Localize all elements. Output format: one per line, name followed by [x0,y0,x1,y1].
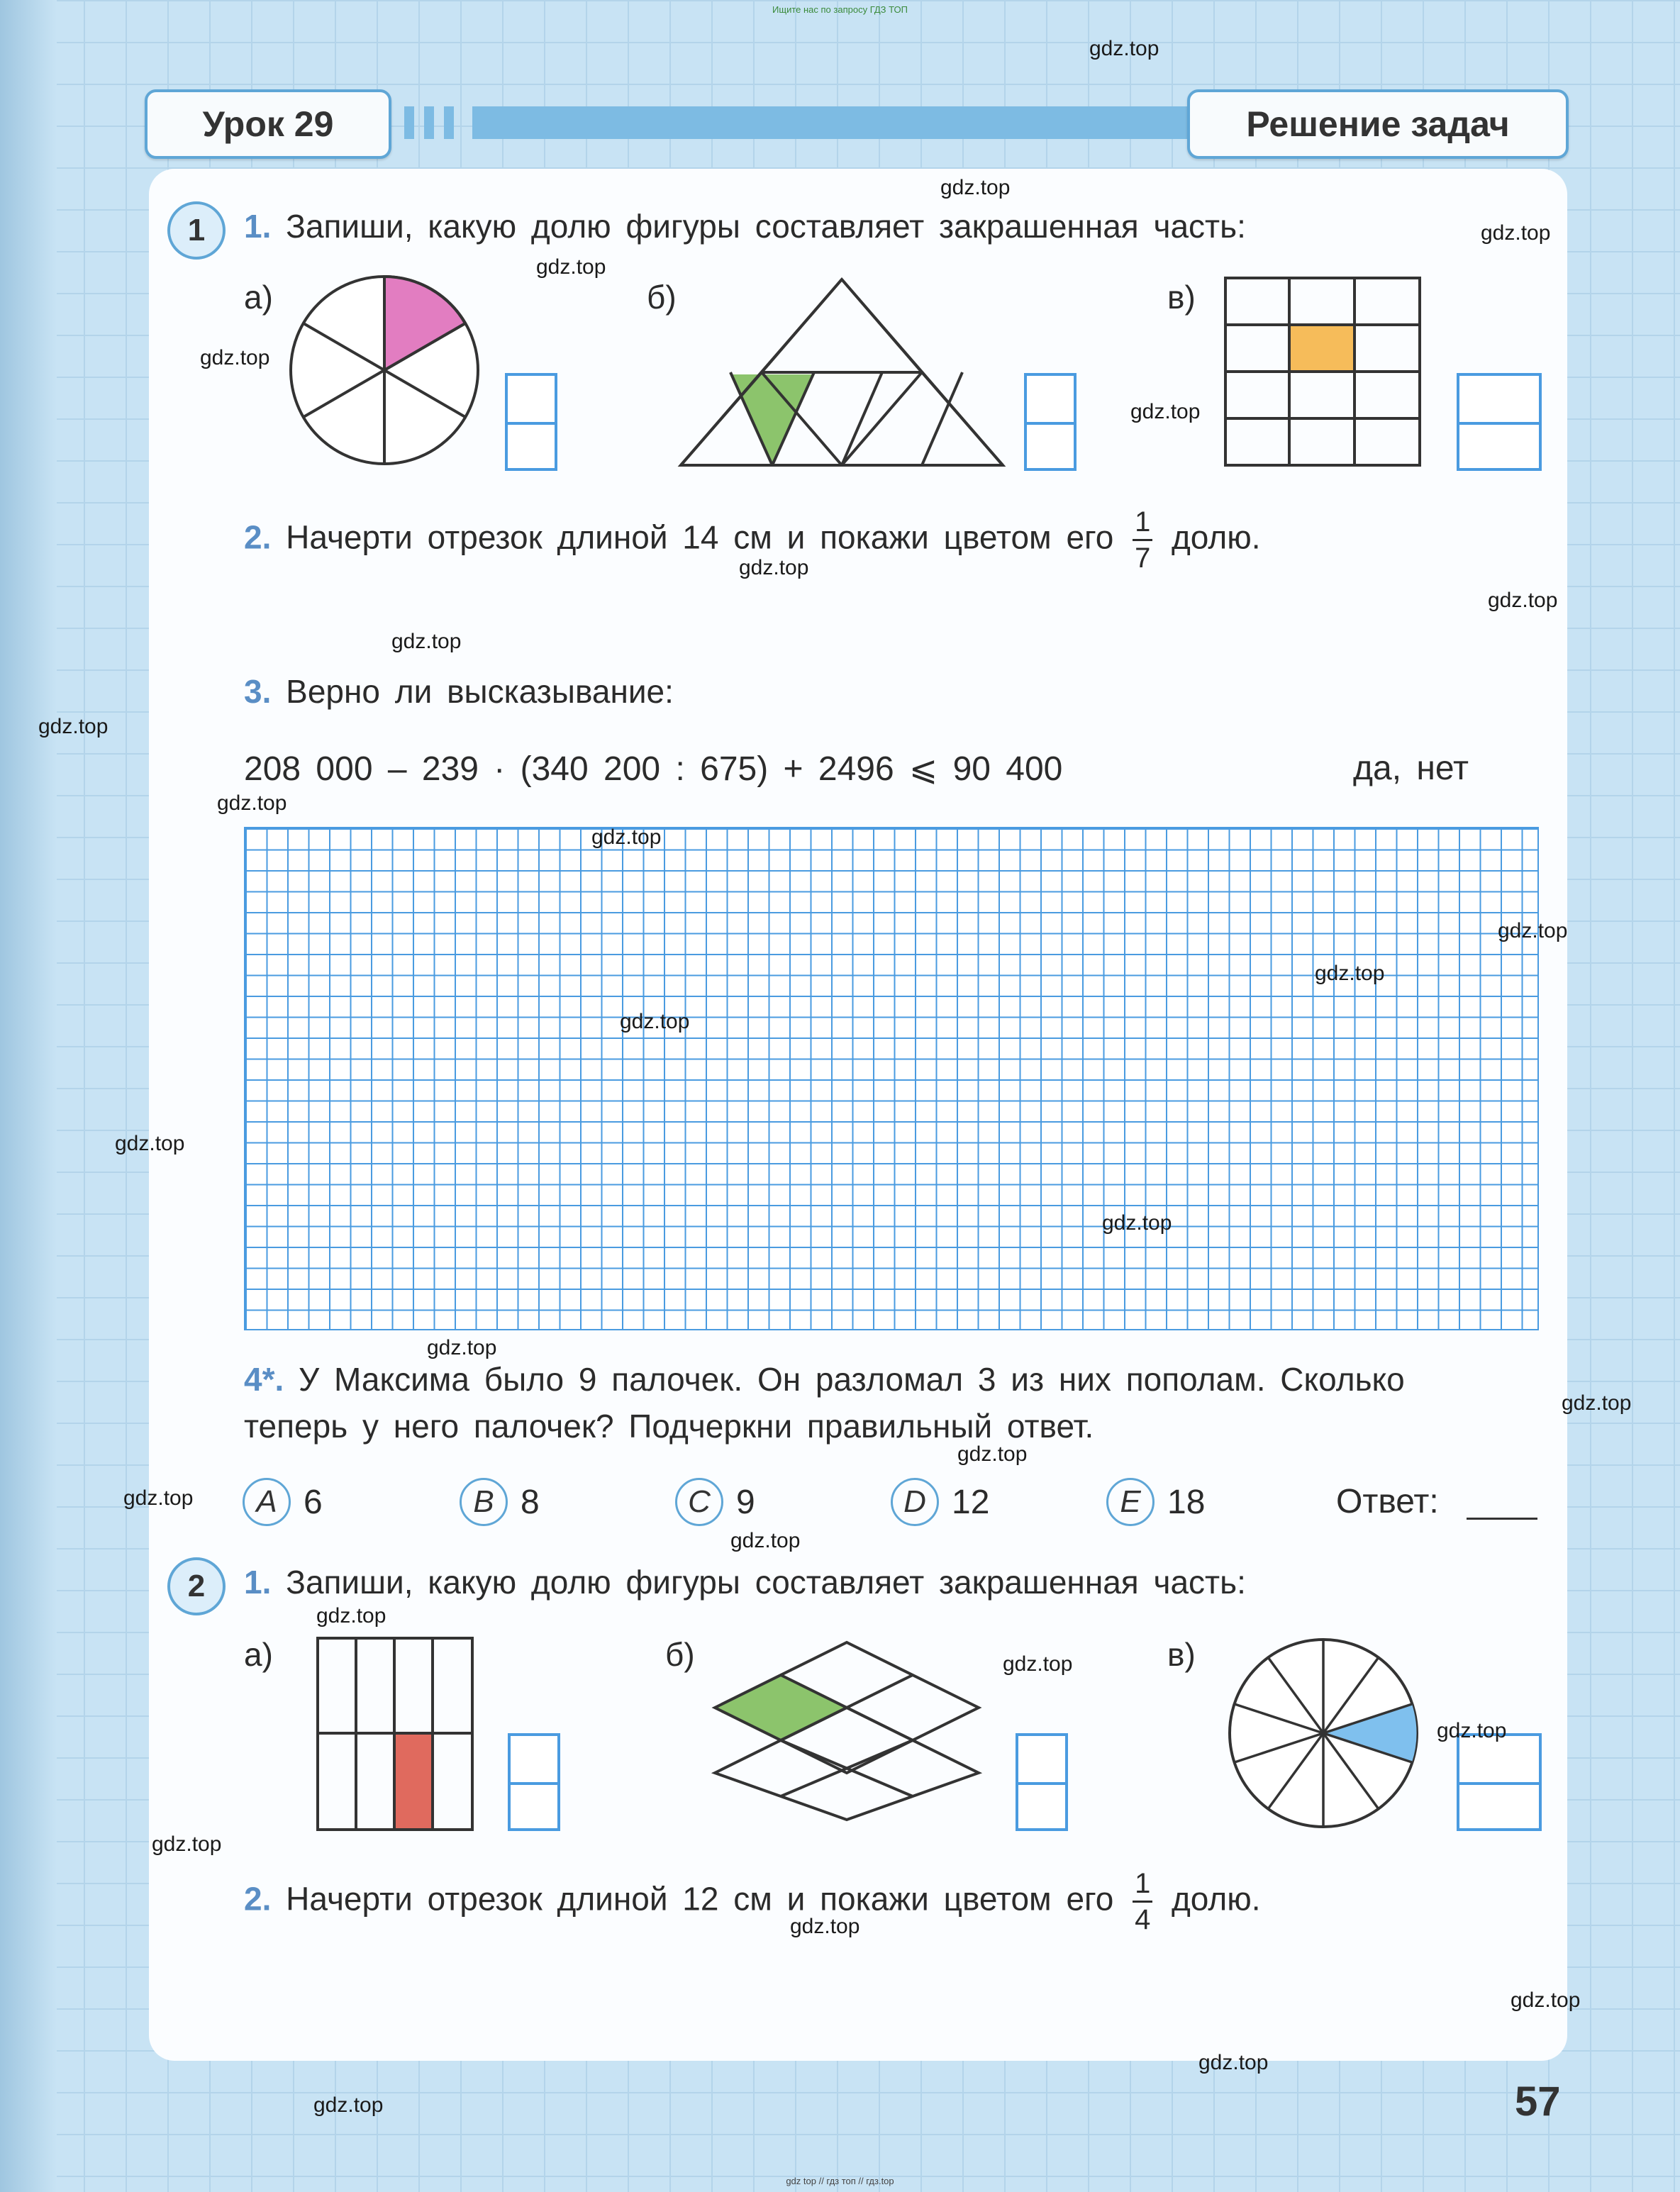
option-value: 9 [736,1483,755,1521]
grid-figure [1223,275,1424,468]
answer-line[interactable] [1467,1518,1537,1520]
yes-no-choices[interactable]: да, нет [1353,750,1469,787]
fraction-numerator: 1 [1135,506,1151,538]
option-letter: E [1106,1478,1155,1526]
watermark: gdz.top [1481,221,1551,245]
figure-label-a: а) [244,279,273,316]
task-text [244,207,1246,245]
fraction-denominator: 7 [1135,543,1151,574]
watermark: gdz.top [940,176,1011,199]
figure-label-v: в) [1167,1636,1196,1673]
fraction-numerator: 1 [1135,1868,1151,1899]
fraction [1133,1869,1152,1934]
answer-fraction-box[interactable] [1457,1733,1542,1831]
page-number: 57 [1515,2079,1561,2125]
watermark: gdz.top [957,1442,1028,1466]
topic-label: Решение задач [1187,89,1569,159]
watermark: gdz.top [1562,1391,1632,1415]
rhombus-figure [709,1638,986,1825]
task-text-line2: теперь у него палочек? Подчеркни правильный ответ. [244,1408,1094,1445]
task-text [244,1563,1246,1601]
header-stripe [444,106,454,139]
task-statement-end: долю. [1171,518,1261,556]
option-letter: C [675,1478,723,1526]
answer-label: Ответ: [1336,1483,1439,1520]
watermark: gdz.top [1003,1652,1073,1676]
answer-option[interactable] [460,1478,540,1526]
task-statement: Запиши, какую долю фигуры составляет закрашенная часть: [286,1564,1246,1601]
answer-option[interactable] [675,1478,755,1526]
watermark: gdz.top [1102,1211,1172,1235]
task-number: 1. [244,208,272,245]
task-statement: У Максима было 9 палочек. Он разломал 3 из них пополам. Сколько [299,1361,1405,1398]
task-statement: Начерти отрезок длиной 14 см и покажи цветом его [286,518,1114,556]
watermark: gdz.top [1488,589,1558,612]
shaded-rhombus [715,1675,847,1740]
fraction [1133,508,1152,572]
task-statement-end: долю. [1171,1880,1261,1918]
task-statement: Начерти отрезок длиной 12 см и покажи цветом его [286,1880,1114,1918]
option-letter: B [460,1478,508,1526]
answer-option[interactable] [891,1478,989,1526]
circle-figure [287,272,485,471]
watermark: gdz.top [313,2093,384,2117]
figure-label-a: а) [244,1636,273,1673]
watermark: gdz.top [536,255,606,279]
watermark: gdz.top [730,1529,801,1552]
watermark: gdz.top [1198,2051,1269,2074]
figure-label-b: б) [647,279,677,316]
task-number: 4*. [244,1361,284,1398]
option-value: 8 [521,1483,540,1521]
circle-figure [1225,1635,1421,1831]
task-statement: Запиши, какую долю фигуры составляет закрашенная часть: [286,208,1246,245]
watermark: gdz.top [38,715,109,738]
answer-option[interactable] [1106,1478,1205,1526]
watermark: gdz.top [620,1010,690,1033]
option-letter: A [243,1478,291,1526]
math-expression: 208 000 – 239 · (340 200 : 675) + 2496 ⩽ 90 400 [244,750,1063,788]
top-note: Ищите нас по запросу ГДЗ ТОП [772,4,908,15]
watermark: gdz.top [217,791,287,815]
watermark: gdz.top [123,1486,194,1510]
watermark: gdz.top [427,1336,497,1359]
watermark: gdz.top [739,556,809,579]
answer-option[interactable] [243,1478,323,1526]
option-value: 18 [1167,1483,1206,1521]
watermark: gdz.top [591,825,662,849]
watermark: gdz.top [1130,400,1201,423]
watermark: gdz.top [1089,37,1159,60]
task-text [244,1869,1261,1934]
task-text [244,1360,1405,1398]
watermark: gdz.top [152,1832,222,1856]
fraction-denominator: 4 [1135,1904,1151,1935]
squared-work-area[interactable] [244,827,1539,1330]
shaded-strip [394,1733,433,1830]
task-statement: Верно ли высказывание: [286,673,674,710]
header-stripe [404,106,414,139]
bottom-note: gdz top // гдз топ // гдз.top [786,2176,894,2186]
rectangle-figure [315,1635,478,1834]
figure-label-b: б) [665,1636,695,1673]
triangle-figure [675,275,1008,471]
task-number: 2. [244,1880,272,1918]
watermark: gdz.top [790,1915,860,1938]
shaded-cell [1289,325,1354,372]
lesson-label: Урок 29 [145,89,391,159]
answer-fraction-box[interactable] [1457,373,1542,471]
figure-label-v: в) [1167,279,1196,316]
watermark: gdz.top [200,346,270,369]
watermark: gdz.top [391,630,462,653]
section-number: 1 [167,201,226,260]
task-number: 1. [244,1564,272,1601]
answer-fraction-box[interactable] [508,1733,560,1831]
task-number: 2. [244,518,272,556]
watermark: gdz.top [1315,962,1385,985]
option-value: 6 [304,1483,323,1521]
book-spine [0,0,57,2192]
answer-fraction-box[interactable] [505,373,557,471]
watermark: gdz.top [115,1132,185,1155]
task-text [244,672,674,711]
watermark: gdz.top [1498,919,1568,942]
option-value: 12 [952,1483,990,1521]
header-stripe [424,106,434,139]
watermark: gdz.top [1511,1988,1581,2012]
watermark: gdz.top [1437,1719,1507,1742]
header-bar [472,106,1189,139]
answer-fraction-box[interactable] [1024,373,1077,471]
answer-fraction-box[interactable] [1016,1733,1068,1831]
option-letter: D [891,1478,939,1526]
task-number: 3. [244,673,272,710]
section-number: 2 [167,1557,226,1615]
watermark: gdz.top [316,1604,386,1628]
